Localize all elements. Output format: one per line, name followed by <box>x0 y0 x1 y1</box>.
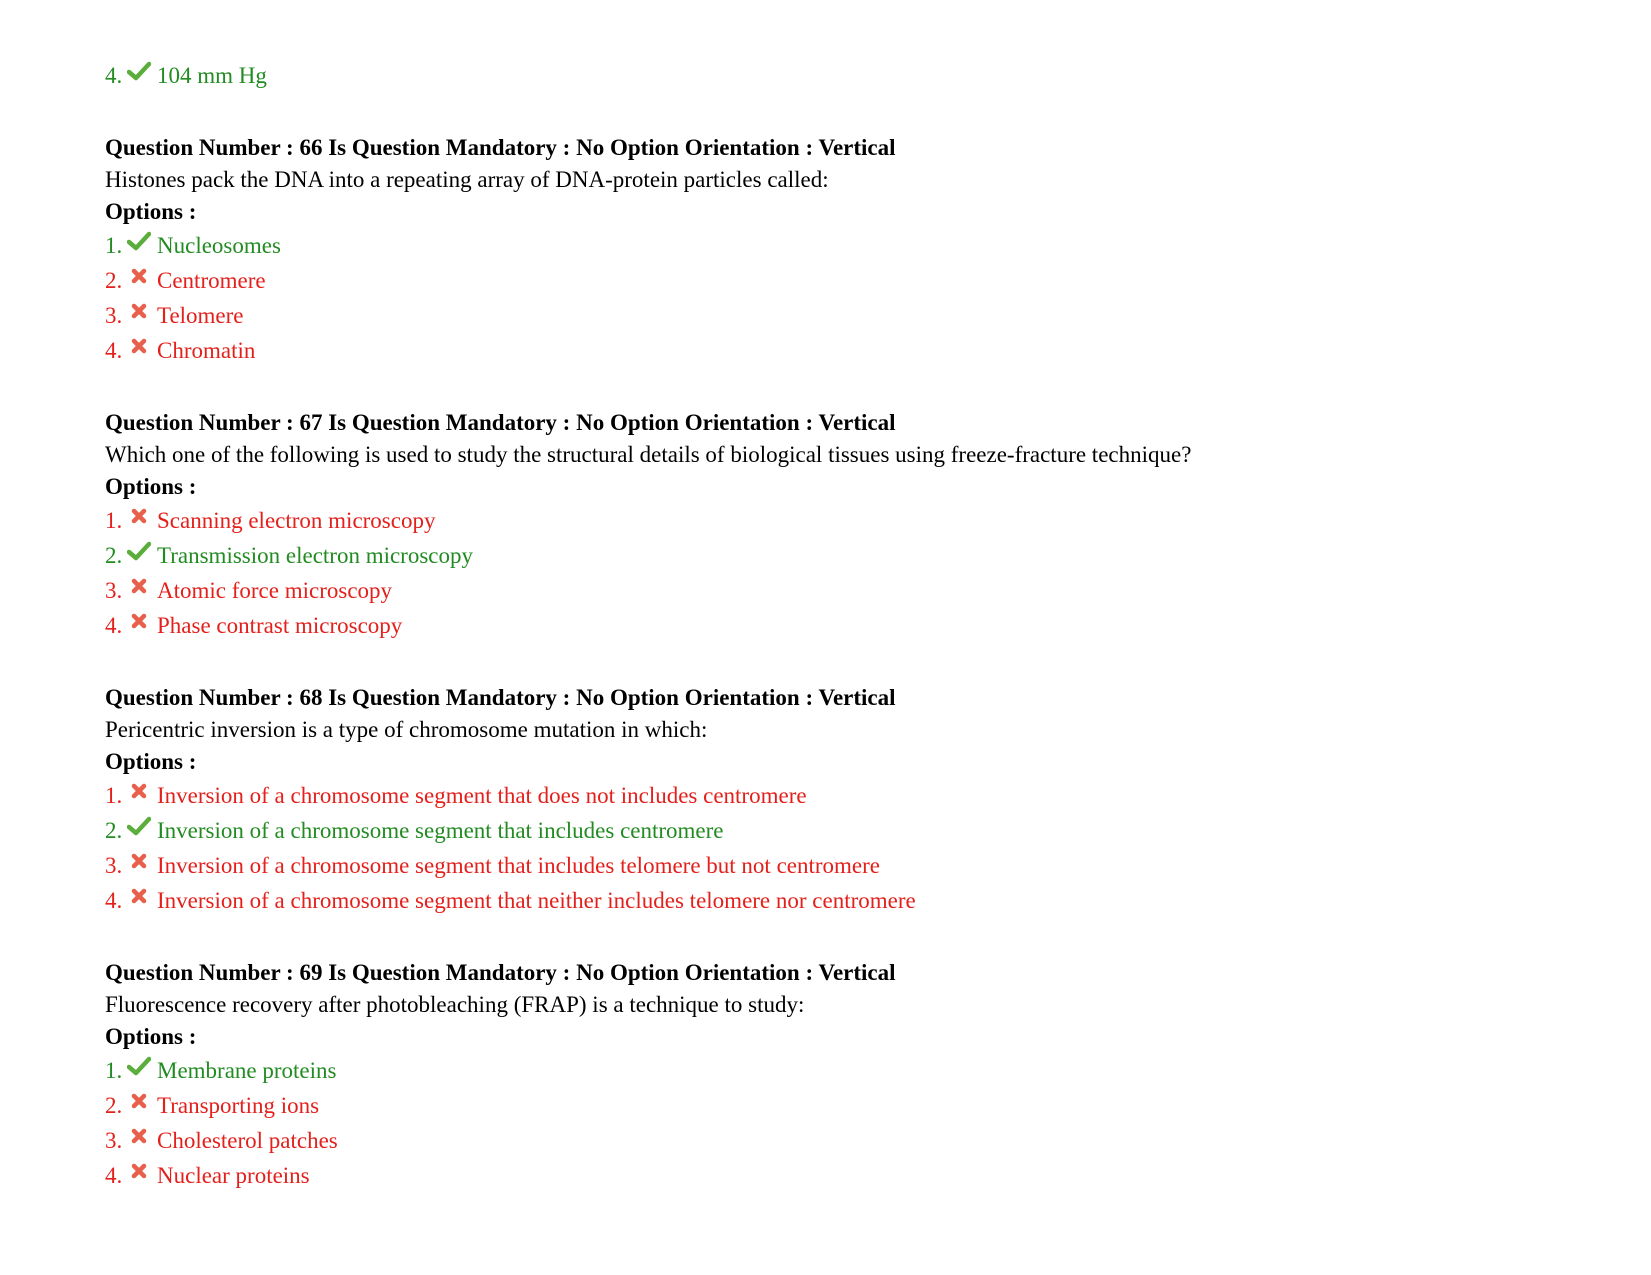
cross-mark-icon <box>127 299 151 323</box>
check-mark-icon <box>127 59 151 83</box>
option-number: 3. <box>105 1128 123 1153</box>
option-row <box>105 228 1605 263</box>
options-label: Options : <box>105 749 197 774</box>
cross-mark-icon <box>127 504 151 528</box>
question-block <box>105 407 1605 643</box>
option-text: Transporting ions <box>157 1093 320 1118</box>
option-number: 4. <box>105 1163 123 1188</box>
option-text: Telomere <box>157 303 244 328</box>
option-row <box>105 1053 1605 1088</box>
option-row <box>105 573 1605 608</box>
check-mark-icon <box>127 229 151 253</box>
question-text: Which one of the following is used to study the structural details of biological tissues using freeze-fracture technique? <box>105 442 1192 467</box>
option-row <box>105 608 1605 643</box>
cross-mark-icon <box>127 574 151 598</box>
check-mark-icon <box>127 1054 151 1078</box>
option-number: 3. <box>105 303 123 328</box>
question-text: Histones pack the DNA into a repeating array of DNA-protein particles called: <box>105 167 829 192</box>
option-text: Phase contrast microscopy <box>157 613 403 638</box>
option-text: Chromatin <box>157 338 256 363</box>
question-header: Question Number : 66 Is Question Mandatory : No Option Orientation : Vertical <box>105 135 896 160</box>
option-number: 2. <box>105 818 123 843</box>
cross-mark-icon <box>127 1124 151 1148</box>
option-row <box>105 1088 1605 1123</box>
option-number: 4. <box>105 888 123 913</box>
option-text: Cholesterol patches <box>157 1128 338 1153</box>
check-mark-icon <box>127 539 151 563</box>
cross-mark-icon <box>127 1159 151 1183</box>
option-number: 3. <box>105 578 123 603</box>
option-row <box>105 883 1605 918</box>
option-text: Centromere <box>157 268 266 293</box>
question-block <box>105 682 1605 918</box>
option-row <box>105 263 1605 298</box>
option-number: 2. <box>105 1093 123 1118</box>
question-text: Fluorescence recovery after photobleaching (FRAP) is a technique to study: <box>105 992 805 1017</box>
cross-mark-icon <box>127 264 151 288</box>
option-number: 3. <box>105 853 123 878</box>
cross-mark-icon <box>127 849 151 873</box>
option-number: 2. <box>105 543 123 568</box>
option-number: 1. <box>105 508 123 533</box>
check-mark-icon <box>127 814 151 838</box>
option-number: 4. <box>105 63 123 88</box>
option-row <box>105 1158 1605 1193</box>
option-row <box>105 813 1605 848</box>
cross-mark-icon <box>127 609 151 633</box>
option-text: Scanning electron microscopy <box>157 508 436 533</box>
option-number: 4. <box>105 613 123 638</box>
option-row <box>105 333 1605 368</box>
option-text: Inversion of a chromosome segment that includes centromere <box>157 818 724 843</box>
option-row <box>105 298 1605 333</box>
option-text: Nucleosomes <box>157 233 281 258</box>
cross-mark-icon <box>127 884 151 908</box>
cross-mark-icon <box>127 334 151 358</box>
option-text: Inversion of a chromosome segment that neither includes telomere nor centromere <box>157 888 916 913</box>
options-label: Options : <box>105 474 197 499</box>
option-text: Atomic force microscopy <box>157 578 393 603</box>
option-row <box>105 1123 1605 1158</box>
answer-key-page <box>105 58 1605 1193</box>
question-header: Question Number : 69 Is Question Mandatory : No Option Orientation : Vertical <box>105 960 896 985</box>
cross-mark-icon <box>127 1089 151 1113</box>
cross-mark-icon <box>127 779 151 803</box>
option-row <box>105 538 1605 573</box>
question-header: Question Number : 67 Is Question Mandatory : No Option Orientation : Vertical <box>105 410 896 435</box>
option-row <box>105 503 1605 538</box>
question-header: Question Number : 68 Is Question Mandatory : No Option Orientation : Vertical <box>105 685 896 710</box>
option-row <box>105 848 1605 883</box>
option-text: 104 mm Hg <box>157 63 267 88</box>
option-text: Transmission electron microscopy <box>157 543 474 568</box>
question-block <box>105 957 1605 1193</box>
question-text: Pericentric inversion is a type of chromosome mutation in which: <box>105 717 708 742</box>
option-text: Membrane proteins <box>157 1058 337 1083</box>
option-text: Inversion of a chromosome segment that does not includes centromere <box>157 783 807 808</box>
option-number: 4. <box>105 338 123 363</box>
option-number: 1. <box>105 1058 123 1083</box>
option-row <box>105 778 1605 813</box>
option-number: 2. <box>105 268 123 293</box>
options-label: Options : <box>105 199 197 224</box>
question-block <box>105 132 1605 368</box>
option-row <box>105 58 1605 93</box>
option-text: Nuclear proteins <box>157 1163 310 1188</box>
option-number: 1. <box>105 783 123 808</box>
options-label: Options : <box>105 1024 197 1049</box>
option-text: Inversion of a chromosome segment that includes telomere but not centromere <box>157 853 880 878</box>
option-number: 1. <box>105 233 123 258</box>
